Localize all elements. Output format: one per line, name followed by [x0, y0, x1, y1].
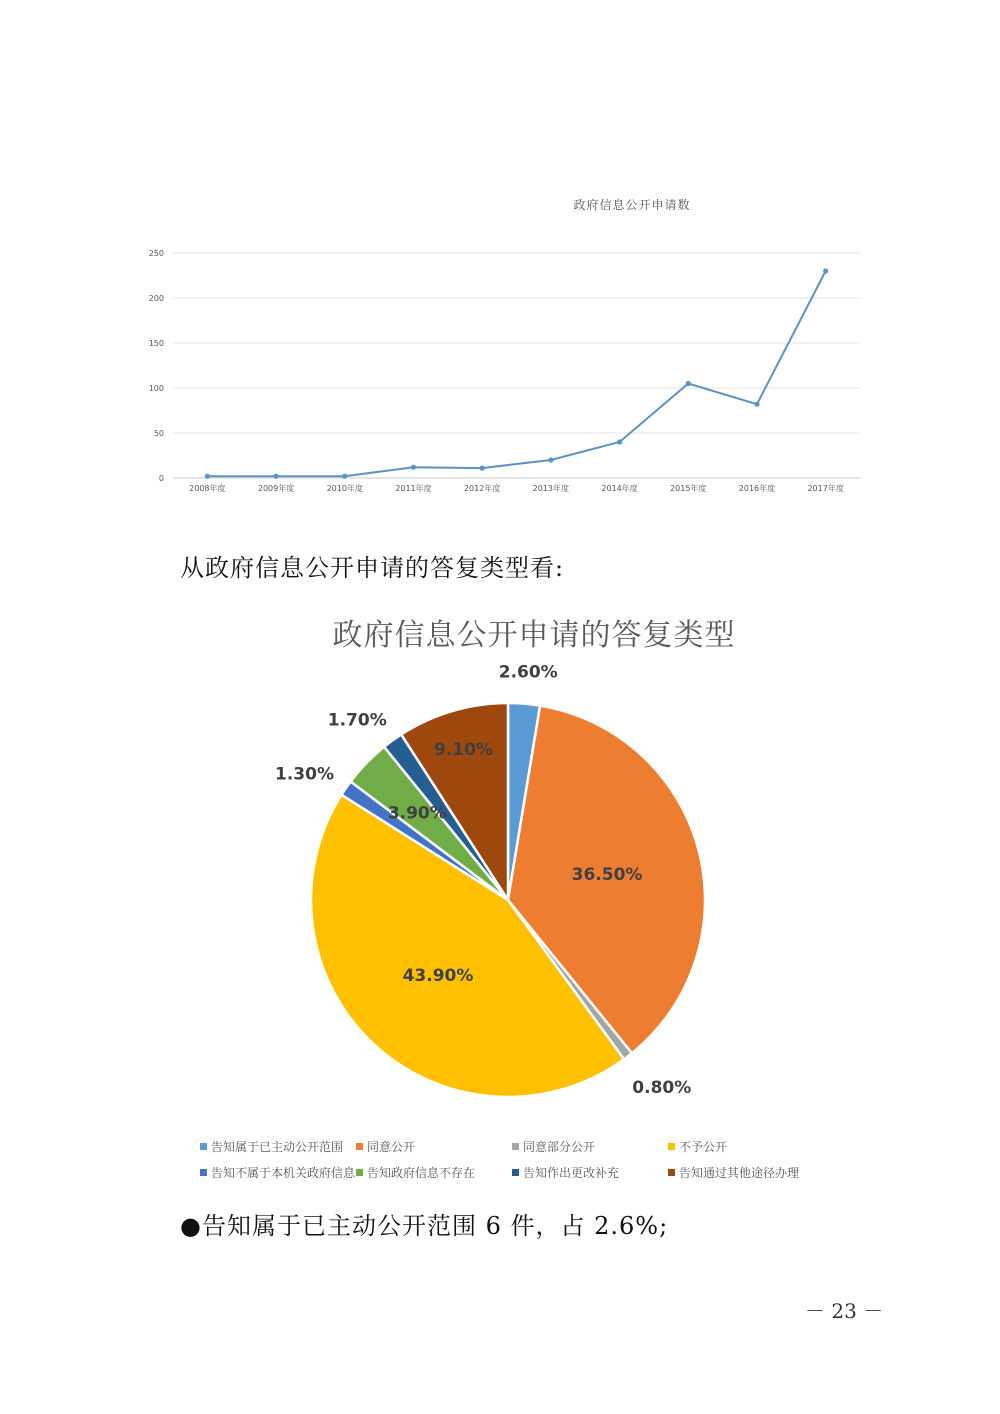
legend-item [200, 1138, 356, 1155]
section-heading: 从政府信息公开申请的答复类型看: [180, 554, 565, 582]
data-label: 9.10% [433, 739, 493, 760]
legend-swatch [668, 1169, 675, 1176]
data-label: 43.90% [402, 965, 474, 986]
legend-label: 告知属于已主动公开范围 [211, 1139, 344, 1154]
legend-label: 告知不属于本机关政府信息 [211, 1165, 356, 1180]
x-tick-label: 2011年度 [395, 484, 432, 493]
legend-item [668, 1138, 824, 1155]
data-point [686, 381, 691, 386]
legend-swatch [356, 1169, 363, 1176]
legend-row [200, 1159, 840, 1185]
data-point [273, 474, 278, 479]
data-point [205, 474, 210, 479]
x-tick-label: 2013年度 [532, 484, 570, 493]
legend-label: 告知政府信息不存在 [367, 1165, 476, 1180]
x-tick-label: 2015年度 [670, 484, 707, 493]
legend-swatch [200, 1169, 207, 1176]
y-tick-label: 150 [148, 339, 164, 348]
y-tick-label: 50 [153, 429, 164, 438]
chart-title: 政府信息公开申请数 [573, 198, 691, 212]
page-number: － 23 － [805, 1299, 884, 1323]
legend-label: 不予公开 [679, 1139, 728, 1154]
data-point [342, 474, 347, 479]
legend-item [356, 1138, 512, 1155]
x-tick-label: 2017年度 [807, 484, 844, 493]
x-tick-label: 2009年度 [257, 484, 295, 493]
x-tick-label: 2010年度 [326, 484, 363, 493]
bullet-paragraph: ●告知属于已主动公开范围 6 件，占 2.6%; [180, 1212, 669, 1240]
legend-label: 同意部分公开 [523, 1139, 596, 1154]
legend-item [668, 1164, 824, 1181]
legend-item [200, 1164, 356, 1181]
data-label: 36.50% [571, 864, 643, 885]
legend-swatch [200, 1143, 207, 1150]
x-tick-label: 2014年度 [601, 484, 638, 493]
x-tick-label: 2016年度 [738, 484, 776, 493]
data-label: 2.60% [498, 662, 558, 683]
data-label: 3.90% [387, 803, 447, 824]
data-label: 1.70% [327, 710, 387, 731]
legend-item [512, 1138, 668, 1155]
pie-chart [270, 605, 790, 1105]
legend-item [356, 1164, 512, 1181]
data-point [754, 402, 759, 407]
y-tick-label: 100 [148, 384, 164, 393]
x-tick-label: 2012年度 [463, 484, 501, 493]
legend-label: 同意公开 [367, 1139, 416, 1154]
data-point [548, 457, 553, 462]
y-tick-label: 200 [148, 294, 164, 303]
legend-swatch [512, 1169, 519, 1176]
chart-title: 政府信息公开申请的答复类型 [332, 618, 736, 653]
legend-row [200, 1133, 840, 1159]
legend-swatch [668, 1143, 675, 1150]
data-point [480, 466, 485, 471]
legend-item [512, 1164, 668, 1181]
legend-label: 告知通过其他途径办理 [679, 1165, 800, 1180]
x-tick-label: 2008年度 [189, 484, 226, 493]
legend-swatch [356, 1143, 363, 1150]
legend-label: 告知作出更改补充 [523, 1165, 620, 1180]
data-label: 1.30% [275, 764, 334, 785]
series-line [207, 271, 825, 476]
data-point [411, 465, 416, 470]
data-point [617, 439, 622, 444]
legend-swatch [512, 1143, 519, 1150]
data-point [823, 268, 828, 273]
pie-legend [200, 1133, 840, 1185]
data-label: 0.80% [632, 1077, 692, 1098]
y-tick-label: 0 [158, 474, 164, 483]
y-tick-label: 250 [148, 249, 164, 258]
line-chart [130, 185, 880, 505]
